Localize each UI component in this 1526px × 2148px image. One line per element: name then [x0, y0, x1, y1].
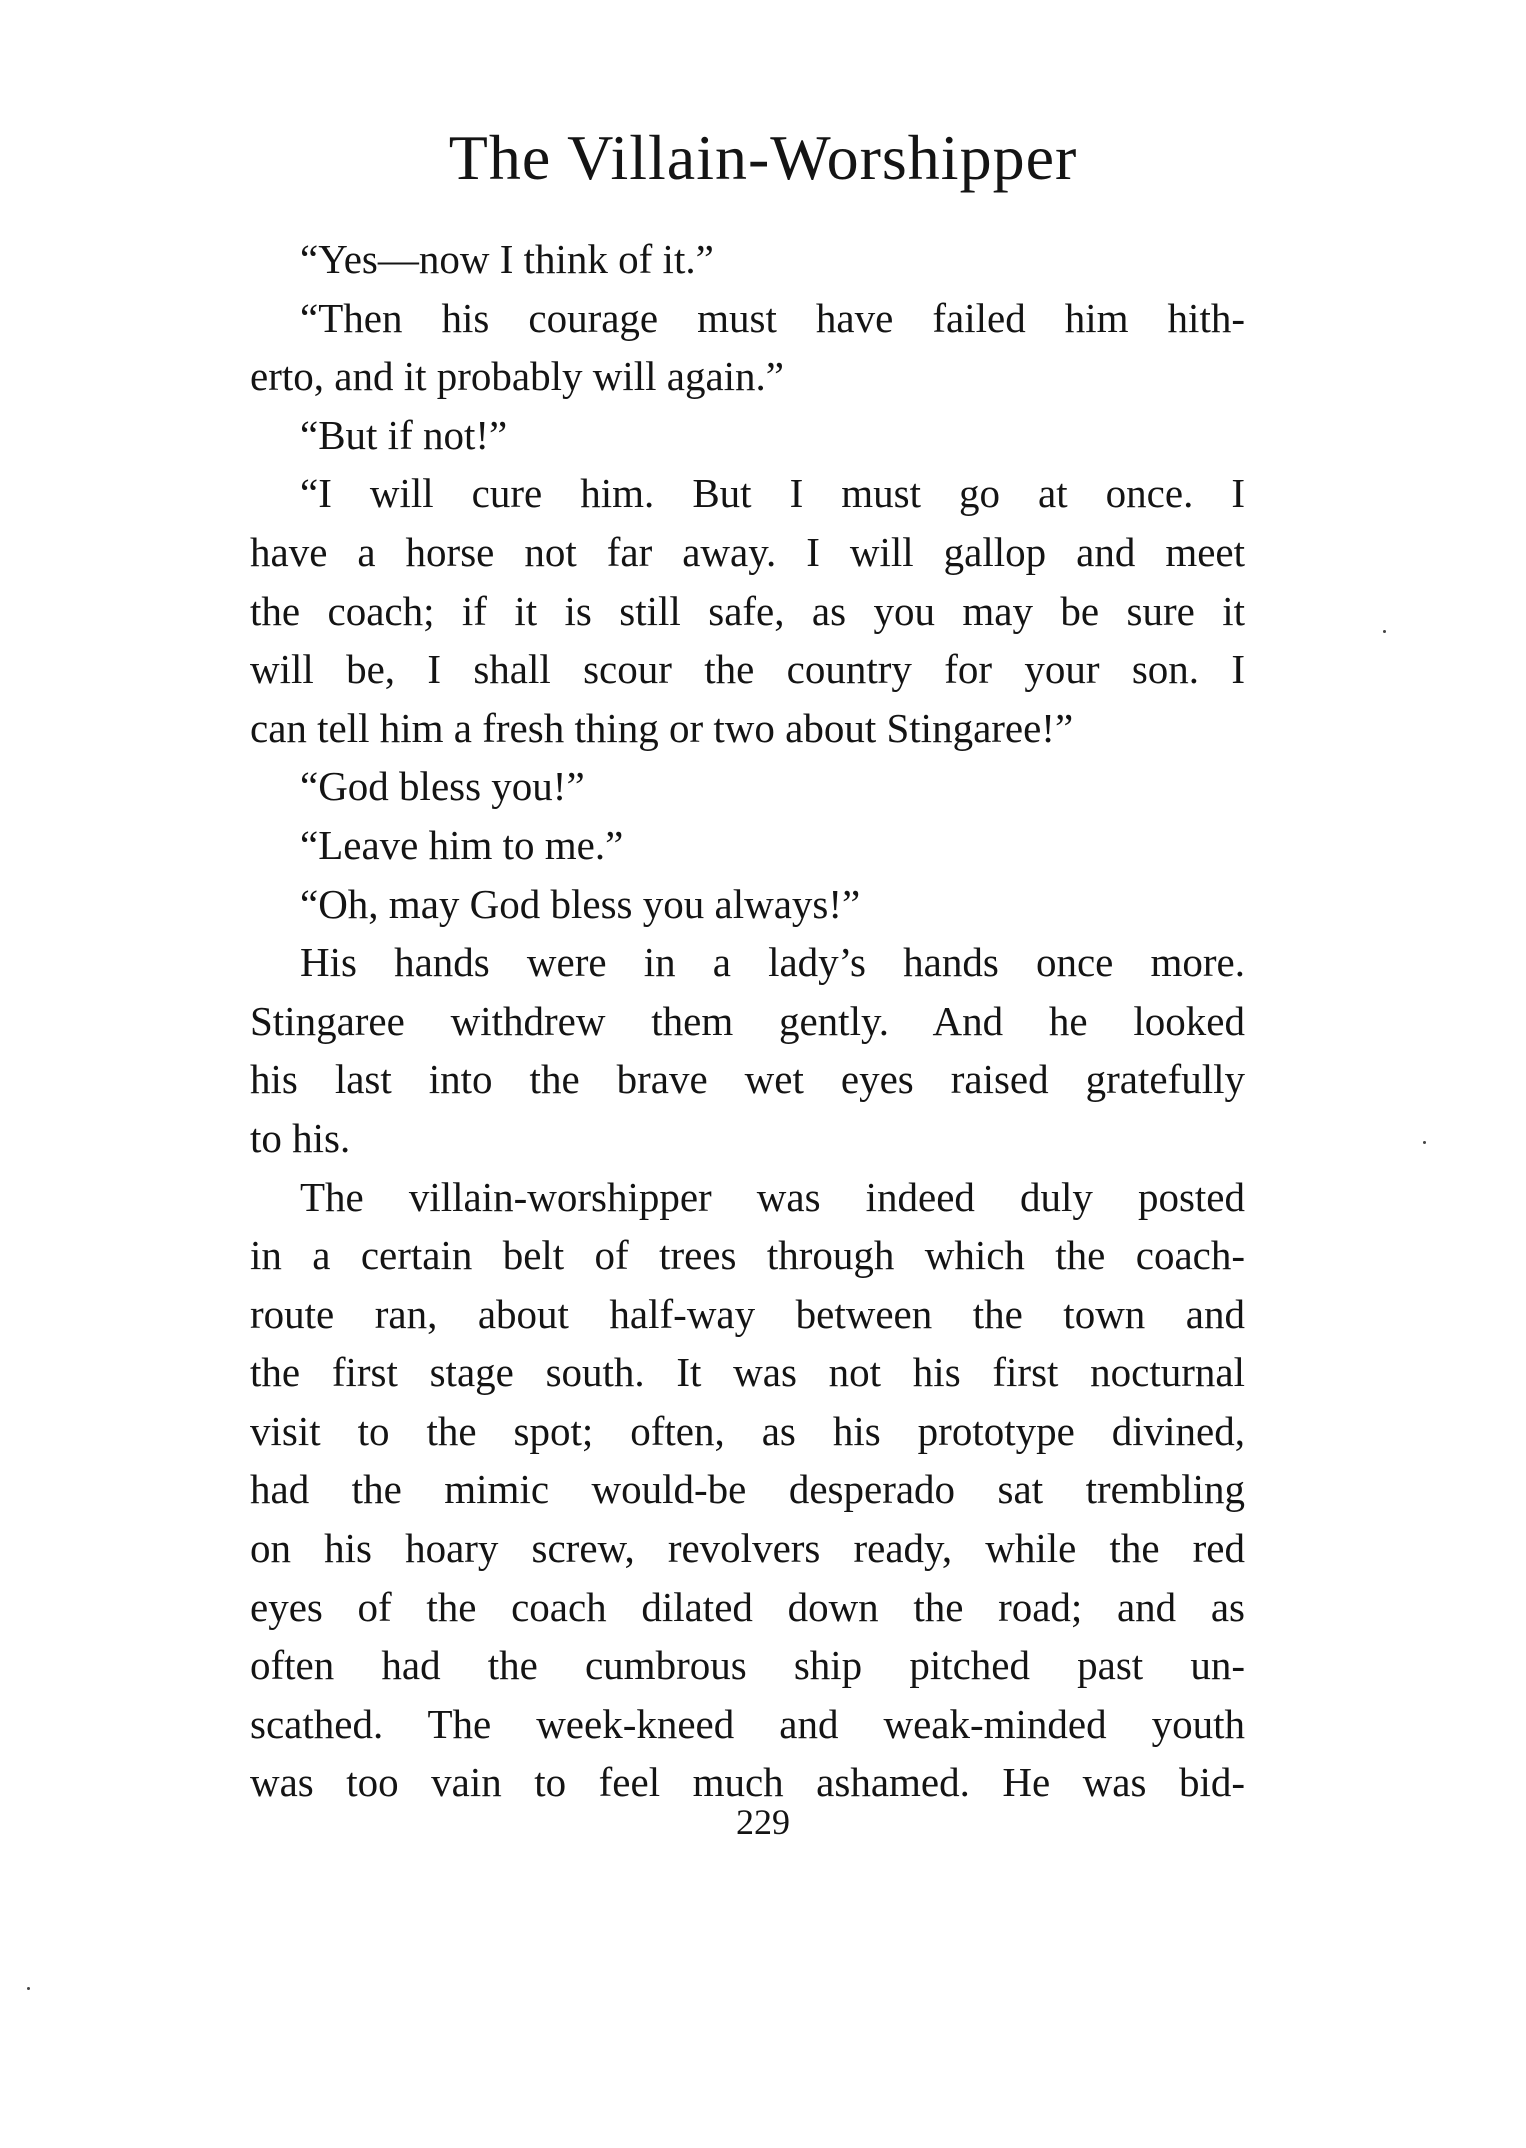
- paper-speck: [1383, 630, 1386, 633]
- text-line: scathed. The week-kneed and weak-minded youth: [250, 1700, 1245, 1747]
- text-line: The villain-worshipper was indeed duly posted: [300, 1173, 1245, 1220]
- text-line: on his hoary screw, revolvers ready, while the red: [250, 1525, 1245, 1572]
- text-line: “Yes—now I think of it.”: [300, 236, 714, 282]
- paper-speck: [27, 1987, 30, 1990]
- text-line: erto, and it probably will again.”: [250, 353, 784, 400]
- text-line: had the mimic would-be desperado sat trembling: [250, 1466, 1245, 1513]
- text-line: was too vain to feel much ashamed. He was bid-: [250, 1759, 1245, 1806]
- text-line: eyes of the coach dilated down the road; and as: [250, 1583, 1245, 1630]
- text-line: “I will cure him. But I must go at once. I: [300, 470, 1245, 517]
- text-line: visit to the spot; often, as his prototype divined,: [250, 1407, 1245, 1454]
- text-line: often had the cumbrous ship pitched past un-: [250, 1642, 1245, 1689]
- text-line: “Then his courage must have failed him hith-: [300, 294, 1245, 341]
- text-line: “Leave him to me.”: [300, 821, 624, 868]
- text-line: “Oh, may God bless you always!”: [300, 880, 861, 927]
- text-line: the coach; if it is still safe, as you may be sure it: [250, 587, 1245, 634]
- body-text: [250, 230, 1245, 1812]
- page-number: 229: [736, 1802, 790, 1842]
- text-line: the first stage south. It was not his first nocturnal: [250, 1349, 1245, 1396]
- paper-speck: [1423, 1141, 1426, 1144]
- text-line: have a horse not far away. I will gallop and meet: [250, 528, 1245, 575]
- running-head: The Villain-Worshipper: [448, 122, 1078, 193]
- text-line: his last into the brave wet eyes raised gratefully: [250, 1056, 1245, 1103]
- text-line: “God bless you!”: [300, 763, 585, 810]
- text-line: can tell him a fresh thing or two about Stingaree!”: [250, 704, 1074, 751]
- text-line: to his.: [250, 1114, 351, 1161]
- text-line: Stingaree withdrew them gently. And he looked: [250, 997, 1245, 1044]
- text-line: will be, I shall scour the country for your son. I: [250, 646, 1245, 693]
- text-line: route ran, about half-way between the town and: [250, 1290, 1245, 1337]
- text-line: “But if not!”: [300, 411, 508, 458]
- text-line: His hands were in a lady’s hands once more.: [300, 939, 1245, 986]
- text-line: in a certain belt of trees through which the coach-: [250, 1232, 1245, 1279]
